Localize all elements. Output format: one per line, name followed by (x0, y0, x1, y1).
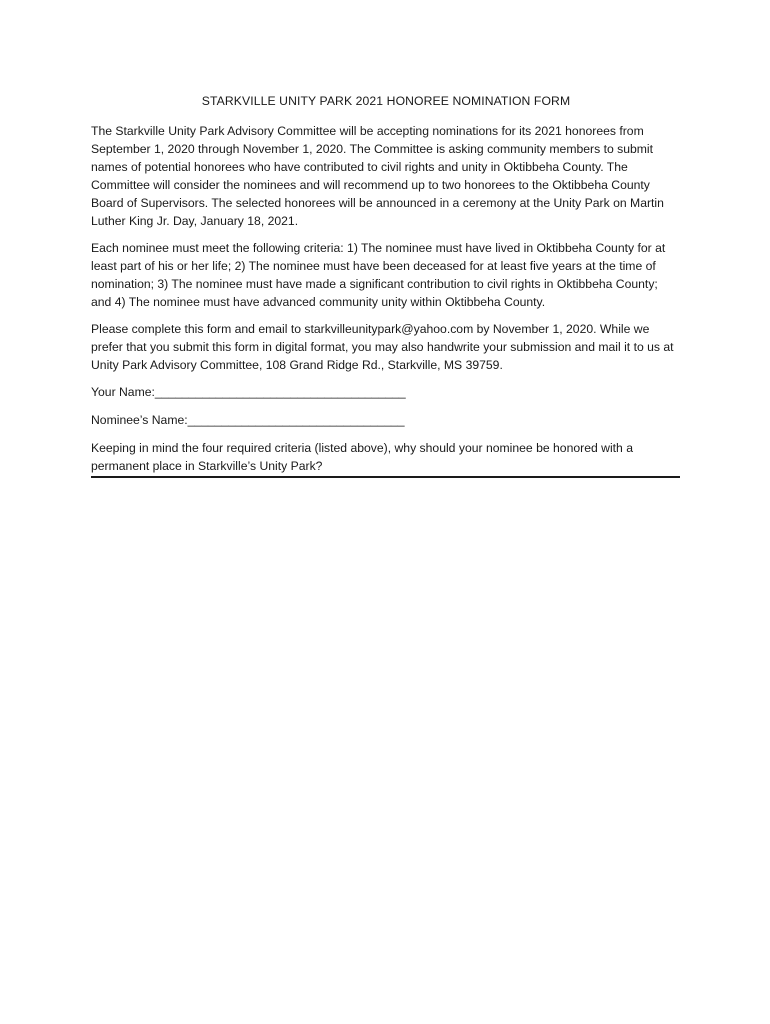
form-title: STARKVILLE UNITY PARK 2021 HONOREE NOMINATION FORM (201, 94, 571, 108)
intro-paragraph: The Starkville Unity Park Advisory Committee will be accepting nominations for its 2021 honorees from September 1, 2020 through November 1, 2020. The Committee is asking community members to submit names of potential honorees who have contributed to civil rights and unity in Oktibbeha County. The Committee will consider the nominees and will recommend up to two honorees to the Oktibbeha County Board of Supervisors. The selected honorees will be announced in a ceremony at the Unity Park on Martin Luther King Jr. Day, January 18, 2021. (91, 124, 664, 228)
nominee-name-field[interactable]: Nominee’s Name:________________________________ (91, 413, 405, 427)
nomination-form-page (91, 93, 681, 478)
nomination-question: Keeping in mind the four required criteria (listed above), why should your nominee be honored with a permanent place in Starkville’s Unity Park? (91, 441, 633, 473)
criteria-paragraph: Each nominee must meet the following criteria: 1) The nominee must have lived in Oktibbeha County for at least part of his or her life; 2) The nominee must have been deceased for at least five years at the time of nomination; 3) The nominee must have made a significant contribution to civil rights in Oktibbeha County; and 4) The nominee must have advanced community unity within Oktibbeha County. (91, 241, 666, 309)
instructions-paragraph: Please complete this form and email to starkvilleunitypark@yahoo.com by November 1, 2020. While we prefer that you submit this form in digital format, you may also handwrite your submission and mail it to us at Unity Park Advisory Committee, 108 Grand Ridge Rd., Starkville, MS 39759. (91, 322, 674, 372)
your-name-field[interactable]: Your Name:_____________________________________ (91, 385, 406, 399)
answer-divider (91, 476, 680, 478)
